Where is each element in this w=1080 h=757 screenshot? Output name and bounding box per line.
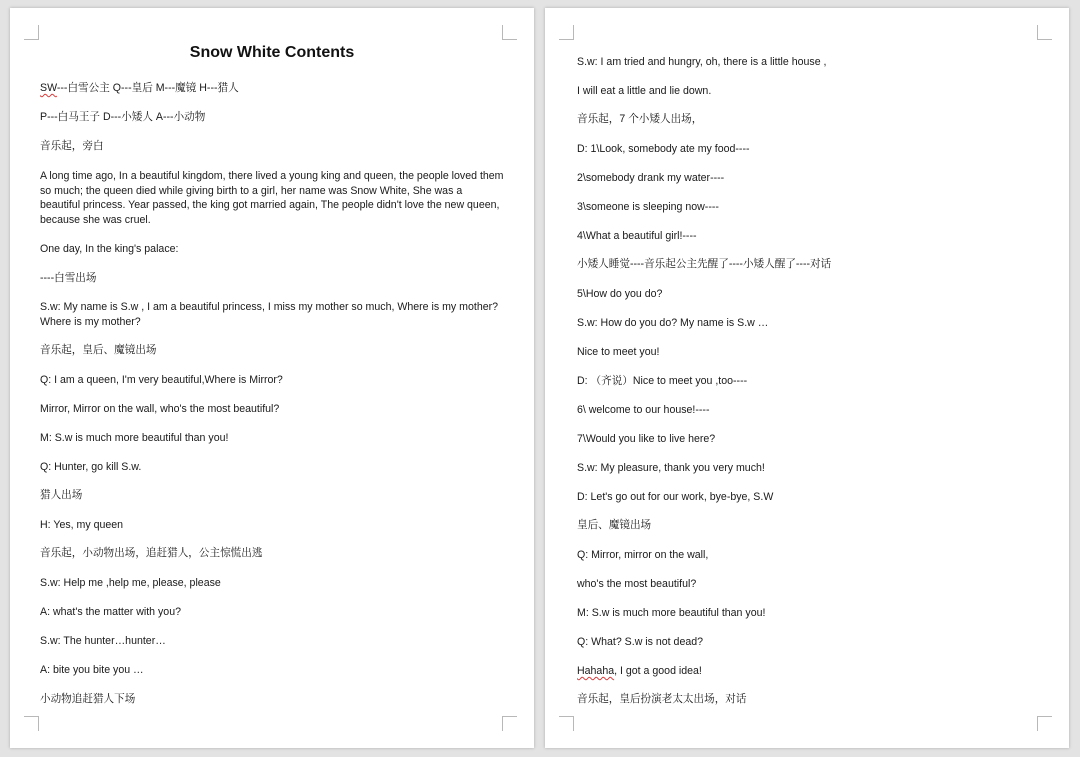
dialogue-line: Q: I am a queen, I'm very beautiful,Where is Mirror? [40,374,283,386]
page-corner-mark [24,25,39,40]
dialogue-line: S.w: How do you do? My name is S.w … [577,317,769,329]
dialogue-line: who's the most beautiful? [577,578,697,590]
dialogue-paragraph: S.w: My name is S.w , I am a beautiful princess, I miss my mother so much, Where is my mother? Where is my mother? [40,301,499,328]
page-corner-mark [1037,25,1052,40]
stage-direction: 小动物追赶猎人下场 [40,693,136,705]
dialogue-line: S.w: The hunter…hunter… [40,635,166,647]
stage-direction: 猎人出场 [40,489,83,501]
page-corner-mark [24,716,39,731]
spellcheck-word: SW [40,82,57,94]
page-corner-mark [1037,716,1052,731]
dialogue-line: I will eat a little and lie down. [577,85,712,97]
dialogue-line: M: S.w is much more beautiful than you! [40,432,229,444]
page-corner-mark [502,25,517,40]
dialogue-line: A: what's the matter with you? [40,606,181,618]
stage-direction: 音乐起，7 个小矮人出场， [577,113,703,125]
dialogue-line-rest: , I got a good idea! [614,665,702,677]
dialogue-line: Q: Hunter, go kill S.w. [40,461,142,473]
dialogue-line: 2\somebody drank my water---- [577,172,725,184]
dialogue-line: 3\someone is sleeping now---- [577,201,719,213]
dialogue-line: D: 1\Look, somebody ate my food---- [577,143,750,155]
dialogue-line: D: （齐说）Nice to meet you ,too---- [577,375,748,387]
dialogue-line: M: S.w is much more beautiful than you! [577,607,766,619]
dialogue-line: 5\How do you do? [577,288,663,300]
dialogue-line: Mirror, Mirror on the wall, who's the most beautiful? [40,403,280,415]
stage-direction: 音乐起，旁白 [40,140,104,152]
stage-direction: ----白雪出场 [40,272,97,284]
dialogue-line [577,664,702,679]
page-corner-mark [559,716,574,731]
cast-line-1-rest: ---白雪公主 Q---皇后 M---魔镜 H---猎人 [56,82,239,94]
dialogue-line: S.w: I am tried and hungry, oh, there is a little house , [577,56,827,68]
stage-direction: 小矮人睡觉----音乐起公主先醒了----小矮人醒了----对话 [577,258,832,270]
intro-paragraph: A long time ago, In a beautiful kingdom, there lived a young king and queen, the people loved them so much; the queen died while giving birth to a girl, her name was Snow White, She was a beautiful princess. Year passed, the king got married again, The people didn't love the new queen, because she was cruel. [40,170,504,226]
dialogue-line: Q: Mirror, mirror on the wall, [577,549,709,561]
dialogue-line: 7\Would you like to live here? [577,433,716,445]
dialogue-line: D: Let's go out for our work, bye-bye, S.W [577,491,774,503]
page-corner-mark [559,25,574,40]
cast-line-2: P---白马王子 D---小矮人 A---小动物 [40,111,206,123]
dialogue-line: S.w: Help me ,help me, please, please [40,577,221,589]
dialogue-line: A: bite you bite you … [40,664,144,676]
stage-direction: 音乐起，皇后、魔镜出场 [40,344,157,356]
document-page-right [545,8,1069,748]
stage-direction: 音乐起，皇后扮演老太太出场，对话 [577,693,747,705]
document-title: Snow White Contents [189,44,355,61]
stage-direction: 音乐起，小动物出场，追赶猎人，公主惊慌出逃 [40,547,263,559]
dialogue-line: Q: What? S.w is not dead? [577,636,704,648]
dialogue-line: 6\ welcome to our house!---- [577,404,710,416]
dialogue-line: Nice to meet you! [577,346,660,358]
cast-line-1 [40,81,239,96]
document-page-left [10,8,534,748]
stage-direction: 皇后、魔镜出场 [577,519,652,531]
dialogue-line: H: Yes, my queen [40,519,124,531]
script-line: One day, In the king's palace: [40,243,179,255]
dialogue-line: S.w: My pleasure, thank you very much! [577,462,765,474]
spellcheck-word: Hahaha [577,665,615,677]
dialogue-line: 4\What a beautiful girl!---- [577,230,697,242]
page-corner-mark [502,716,517,731]
